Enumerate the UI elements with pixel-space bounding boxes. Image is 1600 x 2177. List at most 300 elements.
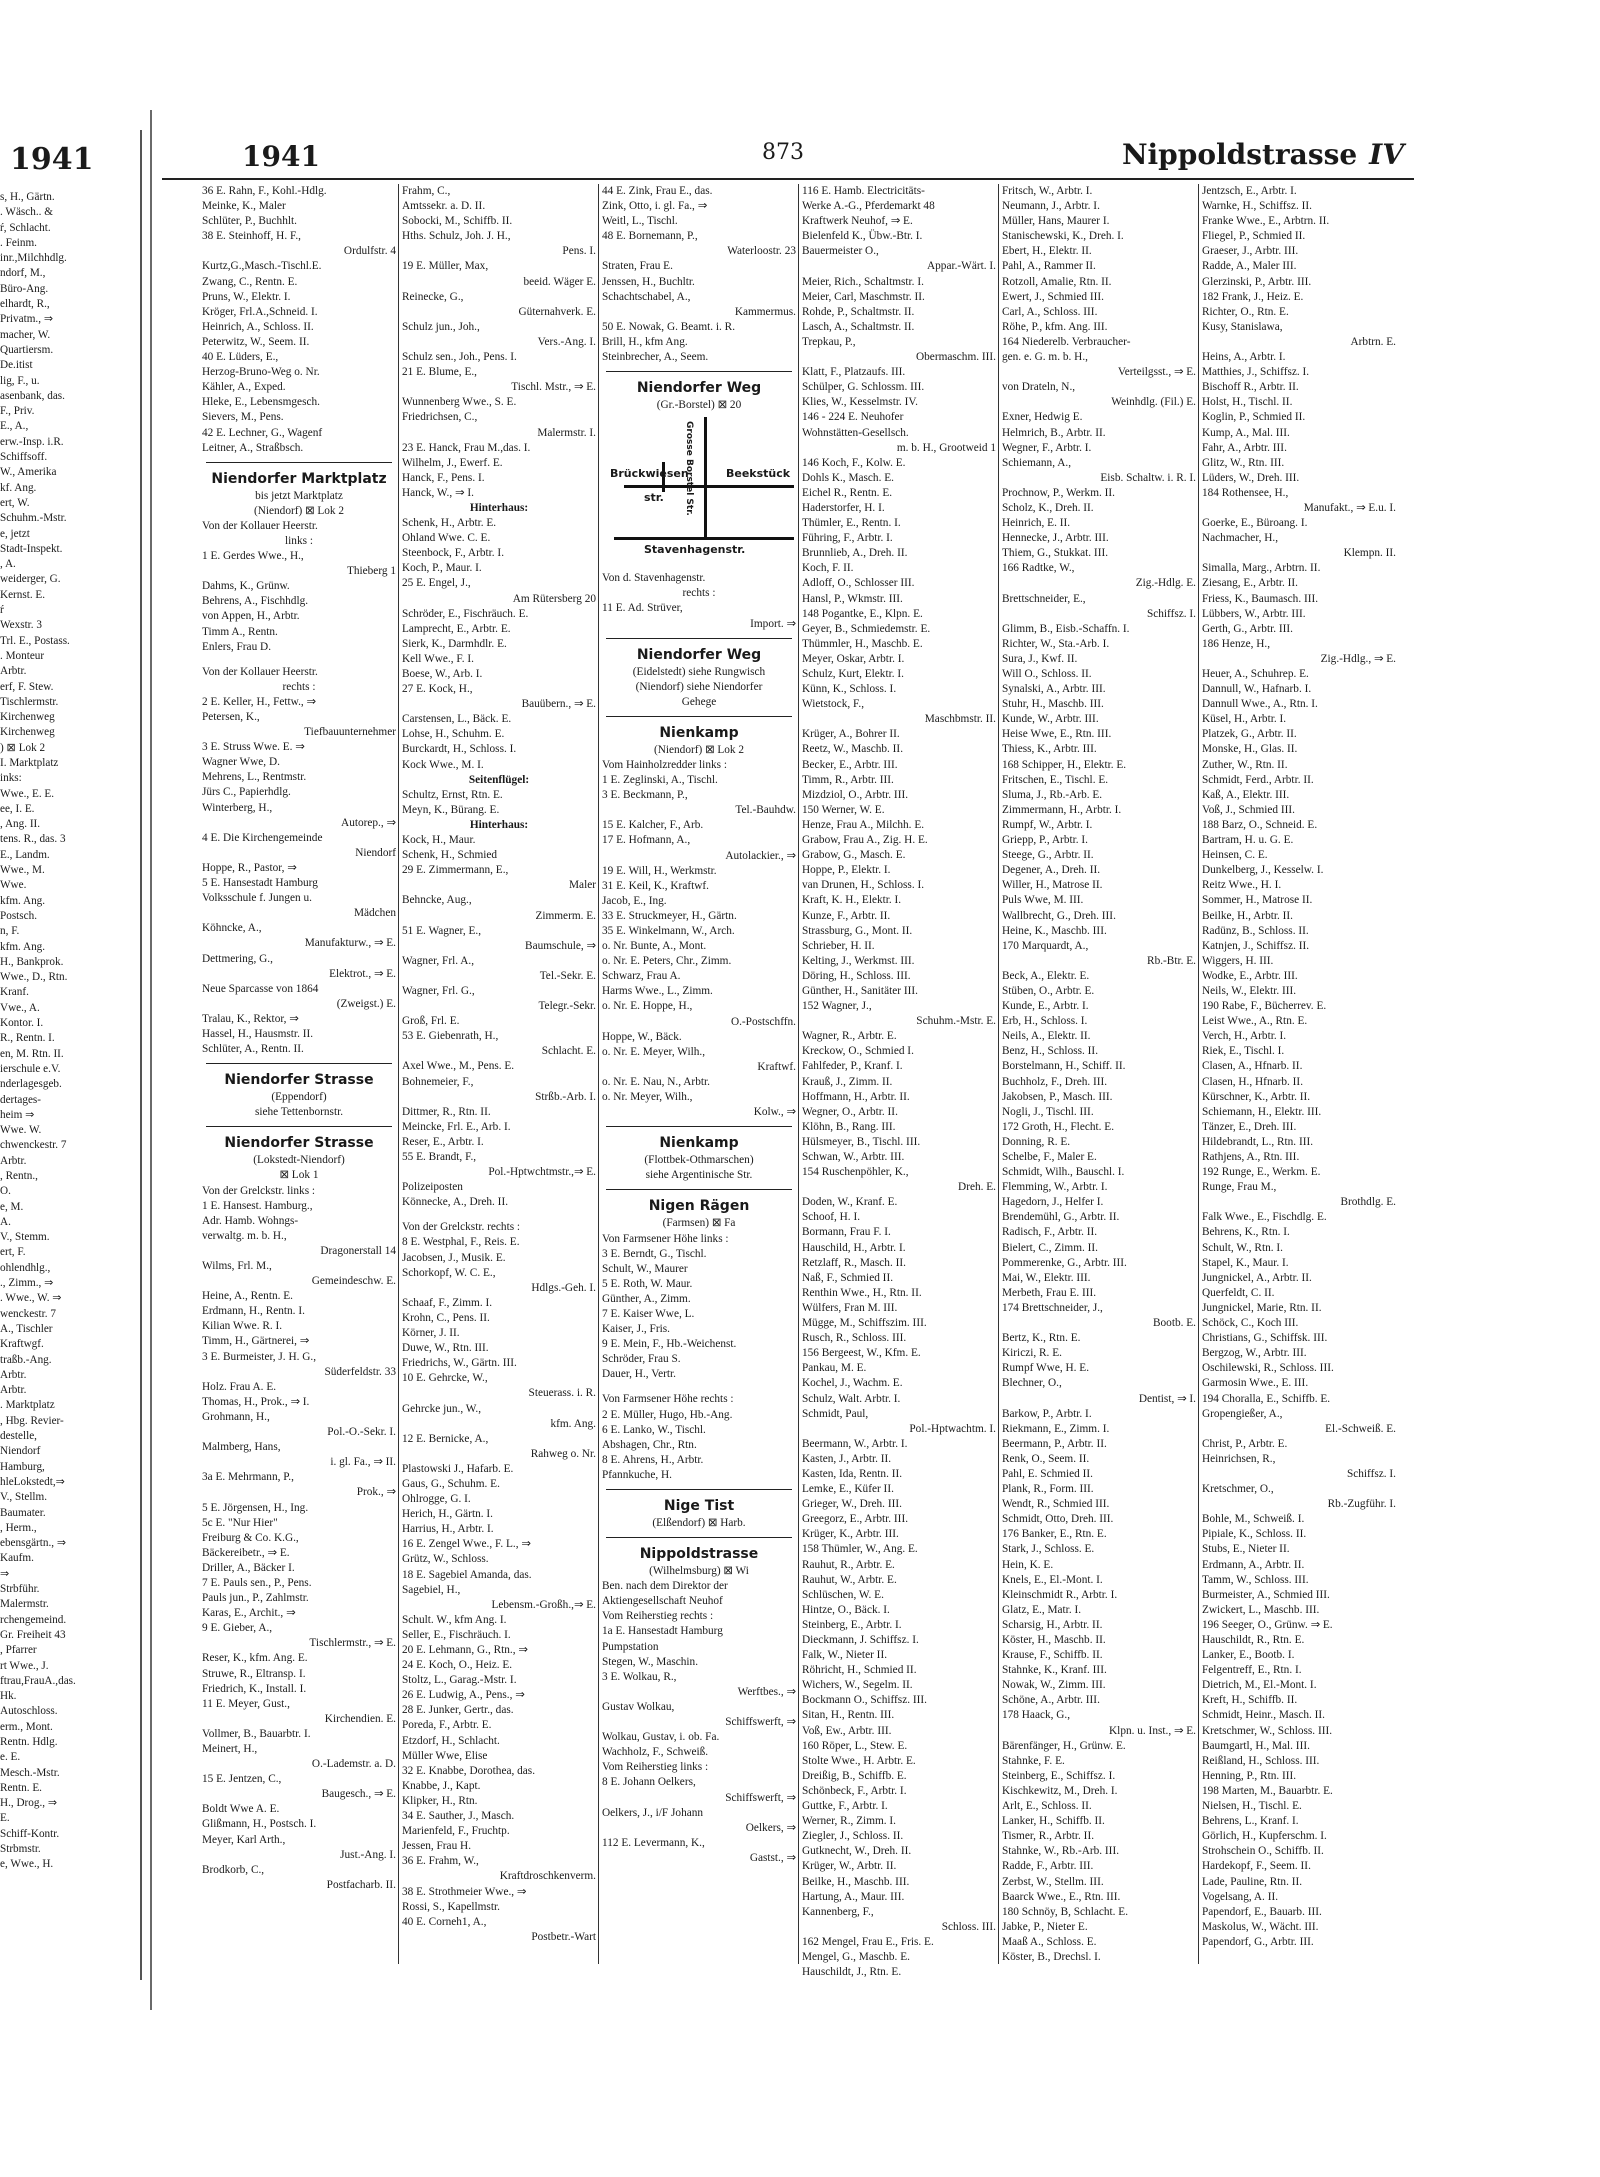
directory-entry: Schöne, A., Arbtr. III. <box>1002 1694 1100 1707</box>
directory-entry: Plank, R., Form. III. <box>1002 1483 1094 1496</box>
directory-entry: Postbetr.-Wart <box>531 1930 596 1943</box>
directory-entry: Vollmer, B., Bauarbtr. I. <box>202 1727 311 1740</box>
directory-entry: Kasten, Ida, Rentn. II. <box>802 1467 903 1480</box>
directory-entry: Kreft, H., Schiffb. II. <box>1202 1694 1298 1707</box>
directory-entry: 8 E. Ahrens, H., Arbtr. <box>602 1453 704 1466</box>
directory-entry: 116 E. Hamb. Electricitäts- <box>802 185 925 197</box>
previous-page-line: I. Marktplatz <box>0 756 59 769</box>
directory-entry: 35 E. Winkelmann, W., Arch. <box>602 925 735 937</box>
directory-entry: Röhricht, H., Schmied II. <box>802 1664 917 1677</box>
section-divider <box>206 1063 392 1064</box>
directory-entry: Schenk, H., Schmied <box>402 849 498 862</box>
previous-page-line: elhardt, R., <box>0 298 50 311</box>
directory-entry: Bärenfänger, H., Grünw. E. <box>1002 1739 1126 1752</box>
directory-entry: Brunnlieb, A., Dreh. II. <box>802 547 908 560</box>
directory-entry: 3 E. Burmeister, J. H. G., <box>202 1350 317 1363</box>
previous-page-line: Stadt-Inspekt. <box>0 542 63 555</box>
directory-entry: Scholz, K., Dreh. II. <box>1002 501 1094 514</box>
directory-entry: Stanischewski, K., Dreh. I. <box>1002 230 1124 243</box>
directory-entry: Schoof, H. I. <box>802 1211 861 1224</box>
directory-entry: Meier, Rich., Schaltmstr. I. <box>802 275 924 288</box>
directory-entry: Maaß A., Schloss. E. <box>1002 1935 1097 1948</box>
directory-entry: Telegr.-Sekr. <box>538 1000 596 1013</box>
directory-entry: 40 E. Corneh1, A., <box>402 1915 487 1928</box>
directory-entry: Schlüter, A., Rentn. II. <box>202 1043 304 1056</box>
directory-entry: Heinsen, C. E. <box>1202 849 1268 862</box>
previous-page-line: rt Wwe., J. <box>0 1659 49 1672</box>
directory-entry: Appar.-Wärt. I. <box>926 260 996 273</box>
directory-entry: Tismer, R., Arbtr. II. <box>1002 1830 1095 1843</box>
directory-entry: Bockmann O., Schiffsz. III. <box>802 1694 927 1707</box>
directory-entry: Harms Wwe., L., Zimm. <box>602 985 713 998</box>
directory-entry: 31 E. Keil, K., Kraftwf. <box>602 879 709 892</box>
directory-entry: 7 E. Pauls sen., P., Pens. <box>202 1576 312 1589</box>
directory-entry: Harrius, H., Arbtr. I. <box>402 1523 494 1536</box>
directory-entry: Bergzog, W., Arbtr. III. <box>1202 1347 1307 1360</box>
previous-page-line: Autoschloss. <box>0 1705 58 1718</box>
directory-entry: Wunnenberg Wwe., S. E. <box>402 396 517 409</box>
directory-entry: 19 E. Müller, Max, <box>402 260 489 273</box>
directory-entry: Mai, W., Elektr. III. <box>1002 1271 1091 1284</box>
directory-entry: 11 E. Ad. Strüver, <box>602 602 683 615</box>
directory-entry: Weinhdlg. (Fil.) E. <box>1111 396 1196 409</box>
directory-entry: Boese, W., Arb. I. <box>402 668 483 680</box>
directory-entry: Lamprecht, E., Arbtr. E. <box>402 622 511 635</box>
directory-entry: 29 E. Zimmermann, E., <box>402 864 509 877</box>
directory-entry: Kraftwerk Neuhof, ⇒ E. <box>802 215 913 228</box>
directory-entry: Blechner, O., <box>1002 1377 1062 1390</box>
map-label: Beekstück <box>726 467 791 481</box>
directory-entry: 44 E. Zink, Frau E., das. <box>602 185 713 197</box>
directory-entry: Kump, A., Mal. III. <box>1202 426 1290 439</box>
directory-entry: Lanker, H., Schiffb. II. <box>1002 1815 1105 1828</box>
directory-entry: Gehrcke jun., W., <box>402 1402 482 1415</box>
directory-entry: Krauß, J., Zimm. II. <box>802 1075 893 1088</box>
directory-entry: 174 Brettschneider, J., <box>1002 1301 1103 1314</box>
directory-entry: Pipiale, K., Schloss. II. <box>1202 1528 1307 1541</box>
directory-entry: Kannenberg, F., <box>802 1905 874 1918</box>
directory-entry: 51 E. Wagner, E., <box>402 924 482 937</box>
directory-entry: Beck, A., Elektr. E. <box>1002 969 1090 982</box>
directory-entry: 36 E. Rahn, F., Kohl.-Hdlg. <box>202 185 327 197</box>
directory-entry: Schmidt, Otto, Dreh. III. <box>1002 1513 1114 1526</box>
directory-entry: Arlt, E., Schloss. II. <box>1002 1800 1092 1813</box>
section-divider <box>606 1126 792 1127</box>
section-divider <box>606 1489 792 1490</box>
column-rule <box>1198 184 1199 1964</box>
directory-entry: 38 E. Steinhoff, H. F., <box>202 230 301 243</box>
directory-entry: Tel.-Bauhdw. <box>735 804 796 817</box>
directory-entry: Stoltz, L., Garag.-Mstr. I. <box>402 1674 517 1687</box>
directory-entry: Könnecke, A., Dreh. II. <box>402 1196 509 1209</box>
directory-entry: Dannull, W., Hafnarb. I. <box>1202 683 1312 696</box>
directory-entry: Ben. nach dem Direktor der <box>602 1580 728 1593</box>
directory-entry: Ziegler, J., Schloss. II. <box>802 1830 904 1843</box>
directory-entry: 48 E. Bornemann, P., <box>602 230 698 243</box>
previous-page-line: Privatm., ⇒ <box>0 313 54 326</box>
directory-entry: 194 Choralla, E., Schiffb. E. <box>1202 1392 1331 1405</box>
directory-entry: 12 E. Bernicke, A., <box>402 1432 489 1445</box>
directory-entry: Baarck Wwe., E., Rtn. III. <box>1002 1890 1121 1903</box>
directory-entry: Hein, K. E. <box>1002 1558 1054 1571</box>
directory-entry: Dreißig, B., Schiffb. E. <box>802 1769 907 1782</box>
directory-entry: Bootb. E. <box>1153 1317 1196 1330</box>
directory-entry: Straten, Frau E. <box>602 260 673 273</box>
previous-page-line: Strbführ. <box>0 1583 40 1596</box>
directory-entry: Steenbock, F., Arbtr. I. <box>402 547 505 560</box>
directory-entry: Synalski, A., Arbtr. III. <box>1002 683 1106 696</box>
directory-entry: Klempn. II. <box>1343 547 1396 560</box>
directory-entry: Fahlfeder, P., Kranf. I. <box>802 1060 903 1073</box>
directory-entry: Wolkau, Gustav, i. ob. Fa. <box>602 1731 720 1744</box>
previous-page-line: asenbank, das. <box>0 389 65 402</box>
directory-entry: Glitz, W., Rtn. III. <box>1202 456 1285 469</box>
directory-entry: van Drunen, H., Schloss. I. <box>802 879 925 892</box>
directory-entry: 9 E. Mein, F., Hb.-Weichenst. <box>602 1338 737 1351</box>
directory-entry: Beilke, H., Arbtr. II. <box>1202 909 1293 922</box>
directory-entry: Benz, H., Schloss. II. <box>1002 1045 1099 1058</box>
previous-page-line: ohlendhlg., <box>0 1261 51 1274</box>
directory-entry: Richter, O., Rtn. E. <box>1202 305 1289 318</box>
spacer <box>602 1382 796 1392</box>
directory-entry: 196 Seeger, O., Grünw. ⇒ E. <box>1202 1618 1333 1631</box>
directory-entry: Amtssekr. a. D. II. <box>402 200 486 213</box>
directory-entry: Warnke, H., Schiffsz. II. <box>1202 200 1312 213</box>
directory-entry: Lemke, E., Küfer II. <box>802 1483 894 1496</box>
directory-entry: Strohschein O., Schiffb. II. <box>1202 1845 1324 1858</box>
directory-entry: von Drateln, N., <box>1002 381 1076 394</box>
directory-column-1 <box>202 184 396 1964</box>
directory-entry: Radde, F., Arbtr. III. <box>1002 1860 1094 1873</box>
directory-entry: Brodkorb, C., <box>202 1863 265 1876</box>
directory-entry: Zwang, C., Rentn. E. <box>202 275 298 288</box>
previous-page-line: A. <box>0 1215 11 1228</box>
directory-entry: Winterberg, H., <box>202 801 273 814</box>
directory-entry: Klatt, F., Platzaufs. III. <box>802 366 906 379</box>
street-subheading: (Eppendorf) <box>271 1091 327 1104</box>
directory-entry: Beermann, P., Arbtr. II. <box>1002 1437 1107 1450</box>
previous-page-line: Wwe., D., Rtn. <box>0 971 68 984</box>
directory-entry: Axel Wwe., M., Pens. E. <box>402 1060 515 1073</box>
directory-entry: 25 E. Engel, J., <box>402 577 471 590</box>
directory-entry: Steinbrecher, A., Seem. <box>602 351 709 364</box>
directory-entry: Pfannkuche, H. <box>602 1468 672 1481</box>
map-road-vertical <box>704 417 707 537</box>
directory-entry: Strassburg, G., Mont. II. <box>802 924 913 937</box>
directory-entry: Kraft, K. H., Elektr. I. <box>802 894 902 907</box>
street-sketch-map <box>604 417 794 567</box>
directory-entry: 2 E. Keller, H., Fettw., ⇒ <box>202 695 317 708</box>
directory-entry: Graeser, J., Arbtr. III. <box>1202 245 1299 258</box>
directory-entry: Von Farmsener Höhe rechts : <box>602 1393 734 1406</box>
directory-entry: Grabow, G., Masch. E. <box>802 849 906 862</box>
directory-entry: Kaß, A., Elektr. III. <box>1202 788 1290 801</box>
directory-entry: Nowak, W., Zimm. III. <box>1002 1679 1106 1692</box>
directory-entry: Jungnickel, A., Arbtr. II. <box>1202 1271 1312 1284</box>
directory-entry: Dietrich, M., El.-Mont. I. <box>1202 1679 1317 1692</box>
directory-entry: Querfeldt, C. II. <box>1202 1286 1275 1299</box>
directory-entry: (Zweigst.) E. <box>336 997 396 1010</box>
section-divider <box>606 638 792 639</box>
directory-entry: Lübbers, W., Arbtr. III. <box>1202 607 1306 620</box>
directory-entry: Reetz, W., Maschb. II. <box>802 743 904 756</box>
directory-entry: Eisb. Schaltw. i. R. I. <box>1100 471 1196 484</box>
previous-page-line: . Monteur <box>0 649 45 662</box>
directory-entry: Voß, J., Schmied III. <box>1202 803 1295 816</box>
directory-entry: Peterwitz, W., Seem. II. <box>202 335 310 348</box>
street-heading: Nigen Rägen <box>648 1198 750 1215</box>
previous-page-line: ŕ <box>0 604 4 617</box>
directory-entry: Christ, P., Arbtr. E. <box>1202 1437 1288 1450</box>
directory-entry: Jacob, E., Ing. <box>602 894 667 907</box>
directory-entry: Behrens, A., Fischhdlg. <box>202 595 309 608</box>
directory-entry: Kirchendien. E. <box>324 1712 396 1725</box>
directory-entry: 34 E. Sauther, J., Masch. <box>402 1810 515 1823</box>
directory-entry: Heine, A., Rentn. E. <box>202 1290 293 1303</box>
previous-page-line: ., Zimm., ⇒ <box>0 1277 54 1290</box>
directory-entry: Krüger, W., Arbtr. II. <box>802 1860 897 1873</box>
directory-entry: 152 Wagner, J., <box>802 1000 872 1013</box>
directory-entry: Hoppe, R., Pastor, ⇒ <box>202 861 297 874</box>
directory-entry: Leitner, A., Straßbsch. <box>202 441 304 454</box>
directory-entry: Von der Grelckstr. rechts : <box>402 1221 521 1234</box>
street-heading: Nienkamp <box>659 1135 739 1152</box>
directory-entry: Prochnow, P., Werkm. II. <box>1002 486 1115 499</box>
directory-entry: Zimmerm. E. <box>535 909 596 922</box>
directory-entry: 156 Bergeest, W., Kfm. E. <box>802 1347 921 1360</box>
directory-entry: Bischoff R., Arbtr. II. <box>1202 381 1299 394</box>
directory-entry: Wilms, Frl. M., <box>202 1260 272 1272</box>
directory-entry: Pens. I. <box>562 245 596 258</box>
directory-entry: Falk Wwe., E., Fischdlg. E. <box>1202 1211 1327 1224</box>
directory-entry: Knels, E., El.-Mont. I. <box>1002 1573 1103 1586</box>
directory-entry: Maskolus, W., Wächt. III. <box>1202 1920 1319 1933</box>
directory-entry: Franke Wwe., E., Arbtrn. II. <box>1202 215 1330 228</box>
previous-page-line: traßb.-Ang. <box>0 1353 52 1366</box>
directory-entry: Henze, Frau A., Milchh. E. <box>802 818 925 831</box>
directory-entry: Mengel, G., Maschb. E. <box>802 1950 910 1963</box>
directory-entry: Schulz sen., Joh., Pens. I. <box>402 351 517 364</box>
directory-entry: Vom Reiherstieg rechts : <box>602 1610 714 1623</box>
directory-entry: Zig.-Hdlg. E. <box>1135 577 1196 590</box>
directory-entry: Mehrens, L., Rentmstr. <box>202 771 307 784</box>
directory-entry: Von der Grelckstr. links : <box>202 1184 316 1197</box>
directory-entry: Timm, H., Gärtnerei, ⇒ <box>202 1335 310 1348</box>
directory-entry: Baugesch., ⇒ E. <box>321 1788 396 1801</box>
directory-entry: Hdlgs.-Geh. I. <box>531 1281 596 1294</box>
directory-entry: Maler <box>569 879 596 892</box>
previous-page-line: inr.,Milchhdlg. <box>0 252 67 265</box>
running-street-title <box>1122 138 1404 171</box>
directory-entry: Kiriczi, R. E. <box>1002 1347 1062 1360</box>
directory-entry: Grohmann, H., <box>202 1410 270 1423</box>
directory-entry: Rauhut, R., Arbtr. E. <box>802 1558 895 1571</box>
directory-entry: Schiffswerft, ⇒ <box>725 1791 796 1804</box>
directory-column-2 <box>402 184 596 1964</box>
directory-entry: Christians, G., Schiffsk. III. <box>1202 1332 1328 1345</box>
directory-column-3 <box>602 184 796 1964</box>
previous-page-line: Schuhm.-Mstr. <box>0 512 67 525</box>
directory-entry: Stahnke, F. E. <box>1002 1754 1065 1767</box>
previous-page-line: Rentn. Hdlg. <box>0 1735 58 1748</box>
directory-entry: Simalla, Marg., Arbtrn. II. <box>1202 562 1321 575</box>
directory-entry: Jacobsen, J., Musik. E. <box>402 1251 506 1264</box>
directory-entry: Oelkers, J., i/F Johann <box>602 1806 704 1819</box>
directory-entry: 3 E. Struss Wwe. E. ⇒ <box>202 741 305 754</box>
directory-entry: Oelkers, ⇒ <box>745 1821 796 1834</box>
previous-page-line: Gr. Freiheit 43 <box>0 1628 66 1641</box>
directory-entry: Pahl, E. Schmied II. <box>1002 1467 1093 1480</box>
directory-entry: Autorep., ⇒ <box>341 816 396 829</box>
previous-page-line: e, jetzt <box>0 527 30 540</box>
directory-entry: 2 E. Müller, Hugo, Hb.-Ang. <box>602 1408 733 1421</box>
previous-page-line: R., Rentn. I. <box>0 1032 55 1045</box>
previous-page-line: Arbtr. <box>0 1154 27 1167</box>
section-divider <box>606 716 792 717</box>
directory-entry: Schult. W., kfm Ang. I. <box>402 1613 507 1626</box>
previous-page-line: Schiff-Kontr. <box>0 1827 60 1840</box>
directory-entry: Jabke, P., Nieter E. <box>1002 1920 1088 1933</box>
directory-entry: Arbtrn. E. <box>1350 335 1396 348</box>
previous-page-line: ŕ, Schlacht. <box>0 221 51 234</box>
directory-entry: Müller Wwe, Elise <box>402 1749 488 1762</box>
directory-entry: Kock Wwe., M. I. <box>402 758 484 771</box>
directory-entry: Bielenfeld K., Übw.-Btr. I. <box>802 230 923 243</box>
directory-entry: Künn, K., Schloss. I. <box>802 683 897 696</box>
directory-entry: Steuerass. i. R. <box>528 1387 596 1400</box>
directory-entry: Kusy, Stanislawa, <box>1202 320 1283 333</box>
directory-entry: Rb.-Zugführ. I. <box>1327 1498 1396 1511</box>
directory-entry: Hleke, E., Lebensmgesch. <box>202 396 320 409</box>
directory-entry: Hassel, H., Hausmstr. II. <box>202 1027 314 1040</box>
street-subheading: Gehege <box>681 695 717 708</box>
column-rule <box>798 184 799 1964</box>
previous-page-line: dertages- <box>0 1093 41 1106</box>
directory-entry: Friedrichsen, C., <box>402 411 478 424</box>
directory-entry: Retzlaff, R., Masch. II. <box>802 1256 906 1269</box>
directory-entry: Jakobsen, P., Masch. III. <box>1002 1090 1113 1103</box>
directory-entry: 21 E. Blume, E., <box>402 366 477 379</box>
directory-entry: 192 Runge, E., Werkm. E. <box>1202 1166 1321 1179</box>
directory-entry: 40 E. Lüders, E., <box>202 351 279 364</box>
directory-entry: Behncke, Aug., <box>402 894 472 907</box>
previous-page-line: Vwe., A. <box>0 1001 40 1014</box>
previous-page-line: Niendorf <box>0 1445 41 1458</box>
directory-entry: Beilke, H., Maschb. III. <box>802 1875 910 1888</box>
directory-entry: Hülsmeyer, B., Tischl. III. <box>802 1135 921 1148</box>
directory-entry: Glerzinski, P., Arbtr. III. <box>1202 275 1312 288</box>
directory-entry: 190 Rabe, F., Bücherrev. E. <box>1202 1000 1327 1013</box>
previous-page-line: H., Bankprok. <box>0 955 64 968</box>
directory-entry: Maschbmstr. II. <box>924 713 996 726</box>
previous-page-line: Kraftwgf. <box>0 1338 44 1351</box>
previous-page-line: ert, W. <box>0 496 30 509</box>
directory-entry: beeid. Wäger E. <box>523 275 596 288</box>
previous-page-year: 1941 <box>10 142 94 177</box>
street-heading: Nige Tist <box>663 1498 735 1514</box>
directory-entry: Mizdziol, O., Arbtr. III. <box>802 788 909 801</box>
directory-entry: El.-Schweiß. E. <box>1325 1422 1396 1435</box>
directory-entry: Katnjen, J., Schiffsz. II. <box>1202 939 1310 952</box>
previous-page-line: Mesch.-Mstr. <box>0 1766 60 1779</box>
previous-page-line: Wexstr. 3 <box>0 619 42 632</box>
directory-entry: 184 Rothensee, H., <box>1202 486 1289 499</box>
directory-entry: Kell Wwe., F. I. <box>402 652 474 665</box>
directory-entry: Heinrichsen, R., <box>1202 1452 1276 1465</box>
directory-entry: Felgentreff, E., Rtn. I. <box>1202 1664 1302 1677</box>
previous-page-line: Schiffsoff. <box>0 451 48 464</box>
directory-entry: o. Nr. E. Peters, Chr., Zimm. <box>602 955 732 968</box>
map-road-horizontal <box>624 485 794 488</box>
directory-entry: Heine, K., Maschb. III. <box>1002 924 1107 937</box>
previous-page-line: E., Landm. <box>0 848 50 861</box>
previous-page-line: e, M. <box>0 1200 24 1213</box>
directory-entry: Radünz, B., Schloss. II. <box>1202 924 1309 937</box>
directory-entry: Am Rütersberg 20 <box>512 592 596 605</box>
directory-entry: Duwe, W., Rtn. III. <box>402 1342 489 1355</box>
directory-entry: Hagedorn, J., Helfer I. <box>1002 1196 1104 1209</box>
directory-entry: Kähler, A., Exped. <box>202 381 286 394</box>
directory-entry: 55 E. Brandt, F., <box>402 1151 477 1163</box>
directory-entry: Manufakturw., ⇒ E. <box>304 937 396 950</box>
directory-entry: Steinberg, E., Schiffsz. I. <box>1002 1769 1116 1782</box>
previous-page-line: lig, F., u. <box>0 374 40 387</box>
map-label: Grosse Borstel Str. <box>684 421 694 516</box>
directory-entry: Zig.-Hdlg., ⇒ E. <box>1320 652 1396 665</box>
directory-entry: Glißmann, H., Postsch. I. <box>202 1818 317 1831</box>
directory-entry: Pommerenke, G., Arbtr. III. <box>1002 1256 1127 1269</box>
previous-page-line: Strbmstr. <box>0 1843 41 1856</box>
directory-entry: Runge, Frau M., <box>1202 1181 1277 1194</box>
directory-entry: Dauer, H., Vertr. <box>602 1368 677 1381</box>
street-subheading: (Niendorf) ⊠ Lok 2 <box>653 743 745 756</box>
directory-entry: Naß, F., Schmied II. <box>802 1271 894 1284</box>
directory-entry: Helmrich, B., Arbtr. II. <box>1002 426 1106 439</box>
directory-entry: Gutknecht, W., Dreh. II. <box>802 1845 912 1858</box>
directory-entry: Bäckereibetr., ⇒ E. <box>202 1546 290 1559</box>
directory-entry: Herzog-Bruno-Weg o. Nr. <box>202 366 320 379</box>
directory-entry: Meyer, Oskar, Arbtr. I. <box>802 652 905 665</box>
previous-page-line: wenckestr. 7 <box>0 1307 56 1320</box>
directory-entry: Burmeister, A., Schmied III. <box>1202 1588 1330 1601</box>
directory-entry: Puls Wwe, M. III. <box>1002 894 1084 907</box>
directory-entry: Heise Wwe, E., Rtn. III. <box>1002 728 1112 741</box>
directory-entry: 5 E. Hansestadt Hamburg <box>202 877 318 890</box>
directory-entry: Lade, Pauline, Rtn. II. <box>1202 1875 1303 1888</box>
directory-entry: Merbeth, Frau E. III. <box>1002 1286 1097 1299</box>
previous-page-line: en, M. Rtn. II. <box>0 1047 64 1060</box>
directory-entry: Rotzoll, Amalie, Rtn. II. <box>1002 275 1112 288</box>
directory-entry: Wagner, R., Arbtr. E. <box>802 1030 897 1043</box>
previous-page-line: Arbtr. <box>0 1368 27 1381</box>
directory-entry: Vom Hainholzredder links : <box>602 758 727 771</box>
directory-entry: Thümmler, H., Maschb. E. <box>802 637 923 650</box>
directory-entry: Renk, O., Seem. II. <box>1002 1452 1090 1465</box>
directory-entry: Kilian Wwe. R. I. <box>202 1320 283 1333</box>
directory-entry: Görlich, H., Kupferschm. I. <box>1202 1830 1327 1843</box>
previous-page-line: e. E. <box>0 1751 21 1764</box>
directory-entry: Timm, R., Arbtr. III. <box>802 773 894 786</box>
directory-entry: Dettmering, G., <box>202 952 273 965</box>
previous-page-line: , A. <box>0 558 16 571</box>
directory-entry: Ewert, J., Schmied III. <box>1002 290 1104 303</box>
directory-entry: Stolte Wwe., H. Arbtr. E. <box>802 1754 916 1767</box>
directory-entry: Sitan, H., Rentn. III. <box>802 1709 895 1722</box>
directory-entry: Süderfeldstr. 33 <box>324 1365 396 1378</box>
directory-entry: Kochel, J., Wachm. E. <box>802 1377 903 1390</box>
directory-entry: Hauschildt, J., Rtn. E. <box>802 1966 902 1979</box>
previous-page-line: Kranf. <box>0 986 29 999</box>
